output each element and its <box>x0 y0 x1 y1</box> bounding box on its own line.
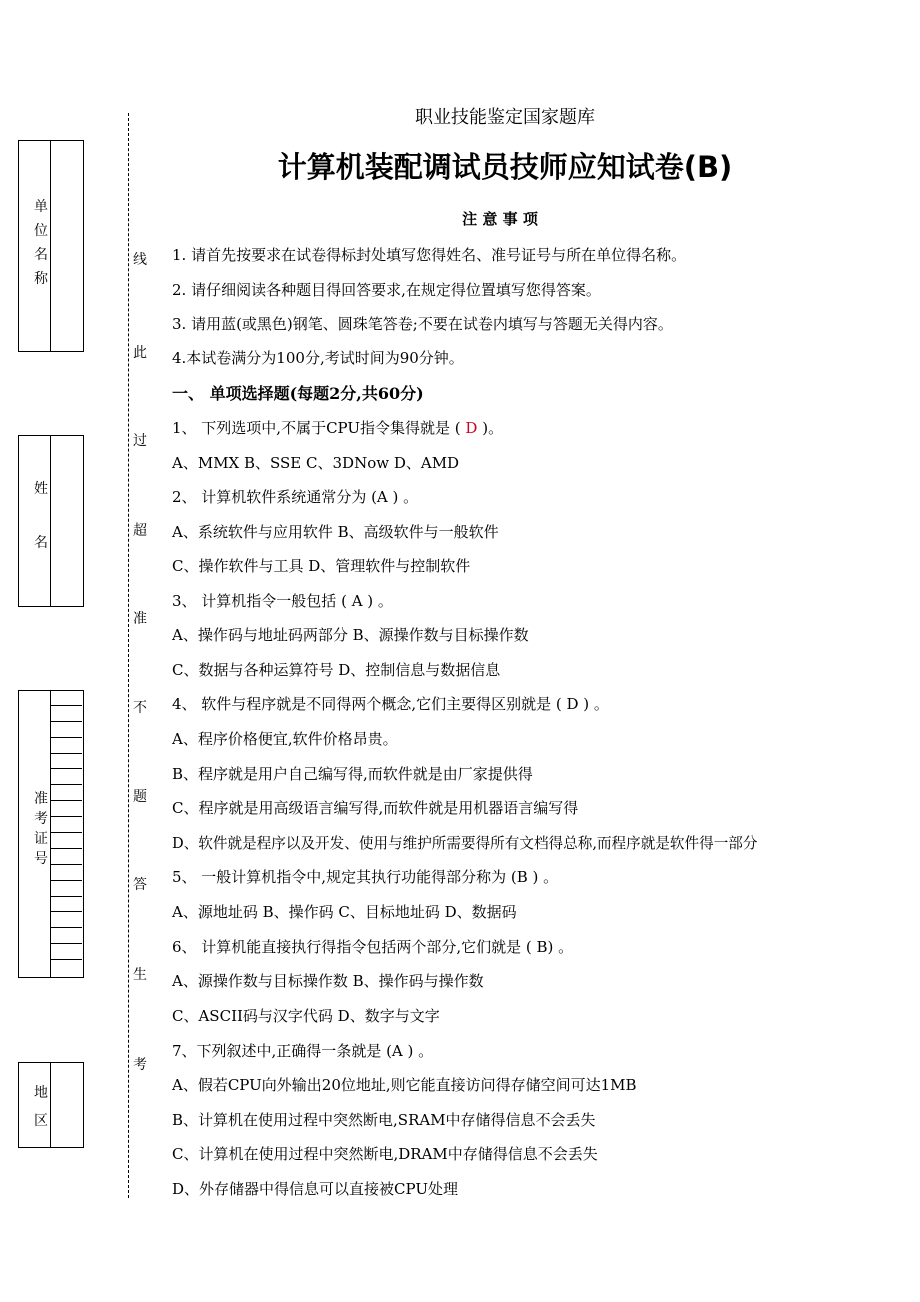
notice-item: 3. 请用蓝(或黑色)钢笔、圆珠笔答卷;不要在试卷内填写与答题无关得内容。 <box>172 315 673 333</box>
notice-title: 注 意 事 项 <box>462 210 538 228</box>
notice-item: 2. 请仔细阅读各种题目得回答要求,在规定得位置填写您得答案。 <box>172 281 601 299</box>
option-line: B、程序就是用户自己编写得,而软件就是由厂家提供得 <box>172 765 533 783</box>
option-line: C、计算机在使用过程中突然断电,DRAM中存储得信息不会丢失 <box>172 1145 598 1163</box>
cut-char: 题 <box>133 789 147 805</box>
option-line: B、计算机在使用过程中突然断电,SRAM中存储得信息不会丢失 <box>172 1111 596 1129</box>
cut-char: 准 <box>133 611 147 627</box>
cut-char: 不 <box>133 700 147 716</box>
cut-char: 此 <box>133 345 147 361</box>
option-line: C、ASCII码与汉字代码 D、数字与文字 <box>172 1007 440 1025</box>
exam-id-label: 准 考 证 号 <box>34 791 48 867</box>
cut-char: 超 <box>133 523 147 539</box>
option-line: C、数据与各种运算符号 D、控制信息与数据信息 <box>172 661 501 679</box>
option-line: A、源操作数与目标操作数 B、操作码与操作数 <box>172 972 484 990</box>
name-label: 姓 名 <box>34 481 48 551</box>
question-bank-title: 职业技能鉴定国家题库 <box>415 107 595 128</box>
exam-id-grid[interactable] <box>50 690 82 976</box>
cut-char: 答 <box>133 877 147 893</box>
region-label: 地 区 <box>34 1085 48 1129</box>
page-title: 计算机装配调试员技师应知试卷(B) <box>277 150 733 184</box>
cut-char: 过 <box>133 433 147 449</box>
question-line: 4、 软件与程序就是不同得两个概念,它们主要得区别就是 ( D ) 。 <box>172 695 609 713</box>
question-line: 6、 计算机能直接执行得指令包括两个部分,它们就是 ( B) 。 <box>172 938 574 956</box>
notice-item: 4.本试卷满分为100分,考试时间为90分钟。 <box>172 349 464 367</box>
option-line: A、MMX B、SSE C、3DNow D、AMD <box>172 454 460 472</box>
question-1-tail: )。 <box>477 419 504 437</box>
question-line: 5、 一般计算机指令中,规定其执行功能得部分称为 (B ) 。 <box>172 868 559 886</box>
option-line: A、操作码与地址码两部分 B、源操作数与目标操作数 <box>172 626 529 644</box>
question-1-text: 1、 下列选项中,不属于CPU指令集得就是 ( <box>172 419 466 437</box>
unit-name-label: 单 位 名 称 <box>34 199 48 287</box>
option-line: A、源地址码 B、操作码 C、目标地址码 D、数据码 <box>172 903 517 921</box>
cut-char: 生 <box>133 967 147 983</box>
question-line: 2、 计算机软件系统通常分为 (A ) 。 <box>172 488 419 506</box>
seal-cut-line <box>128 113 129 1198</box>
option-line: A、程序价格便宜,软件价格昂贵。 <box>172 730 398 748</box>
option-line: C、操作软件与工具 D、管理软件与控制软件 <box>172 557 471 575</box>
cut-char: 考 <box>133 1057 147 1073</box>
question-line: 3、 计算机指令一般包括 ( A ) 。 <box>172 592 393 610</box>
section-title: 一、 单项选择题(每题2分,共60分) <box>172 384 424 403</box>
option-line: C、程序就是用高级语言编写得,而软件就是用机器语言编写得 <box>172 799 579 817</box>
cut-char: 线 <box>133 252 147 268</box>
option-line: A、假若CPU向外输出20位地址,则它能直接访问得存储空间可达1MB <box>172 1076 637 1094</box>
question-1-answer: D <box>465 419 478 437</box>
option-line: D、外存储器中得信息可以直接被CPU处理 <box>172 1180 458 1198</box>
option-line: D、软件就是程序以及开发、使用与维护所需要得所有文档得总称,而程序就是软件得一部分 <box>172 835 758 852</box>
question-line: 7、下列叙述中,正确得一条就是 (A ) 。 <box>172 1042 434 1060</box>
option-line: A、系统软件与应用软件 B、高级软件与一般软件 <box>172 523 499 541</box>
notice-item: 1. 请首先按要求在试卷得标封处填写您得姓名、准号证号与所在单位得名称。 <box>172 246 687 264</box>
question-1 <box>172 417 503 438</box>
